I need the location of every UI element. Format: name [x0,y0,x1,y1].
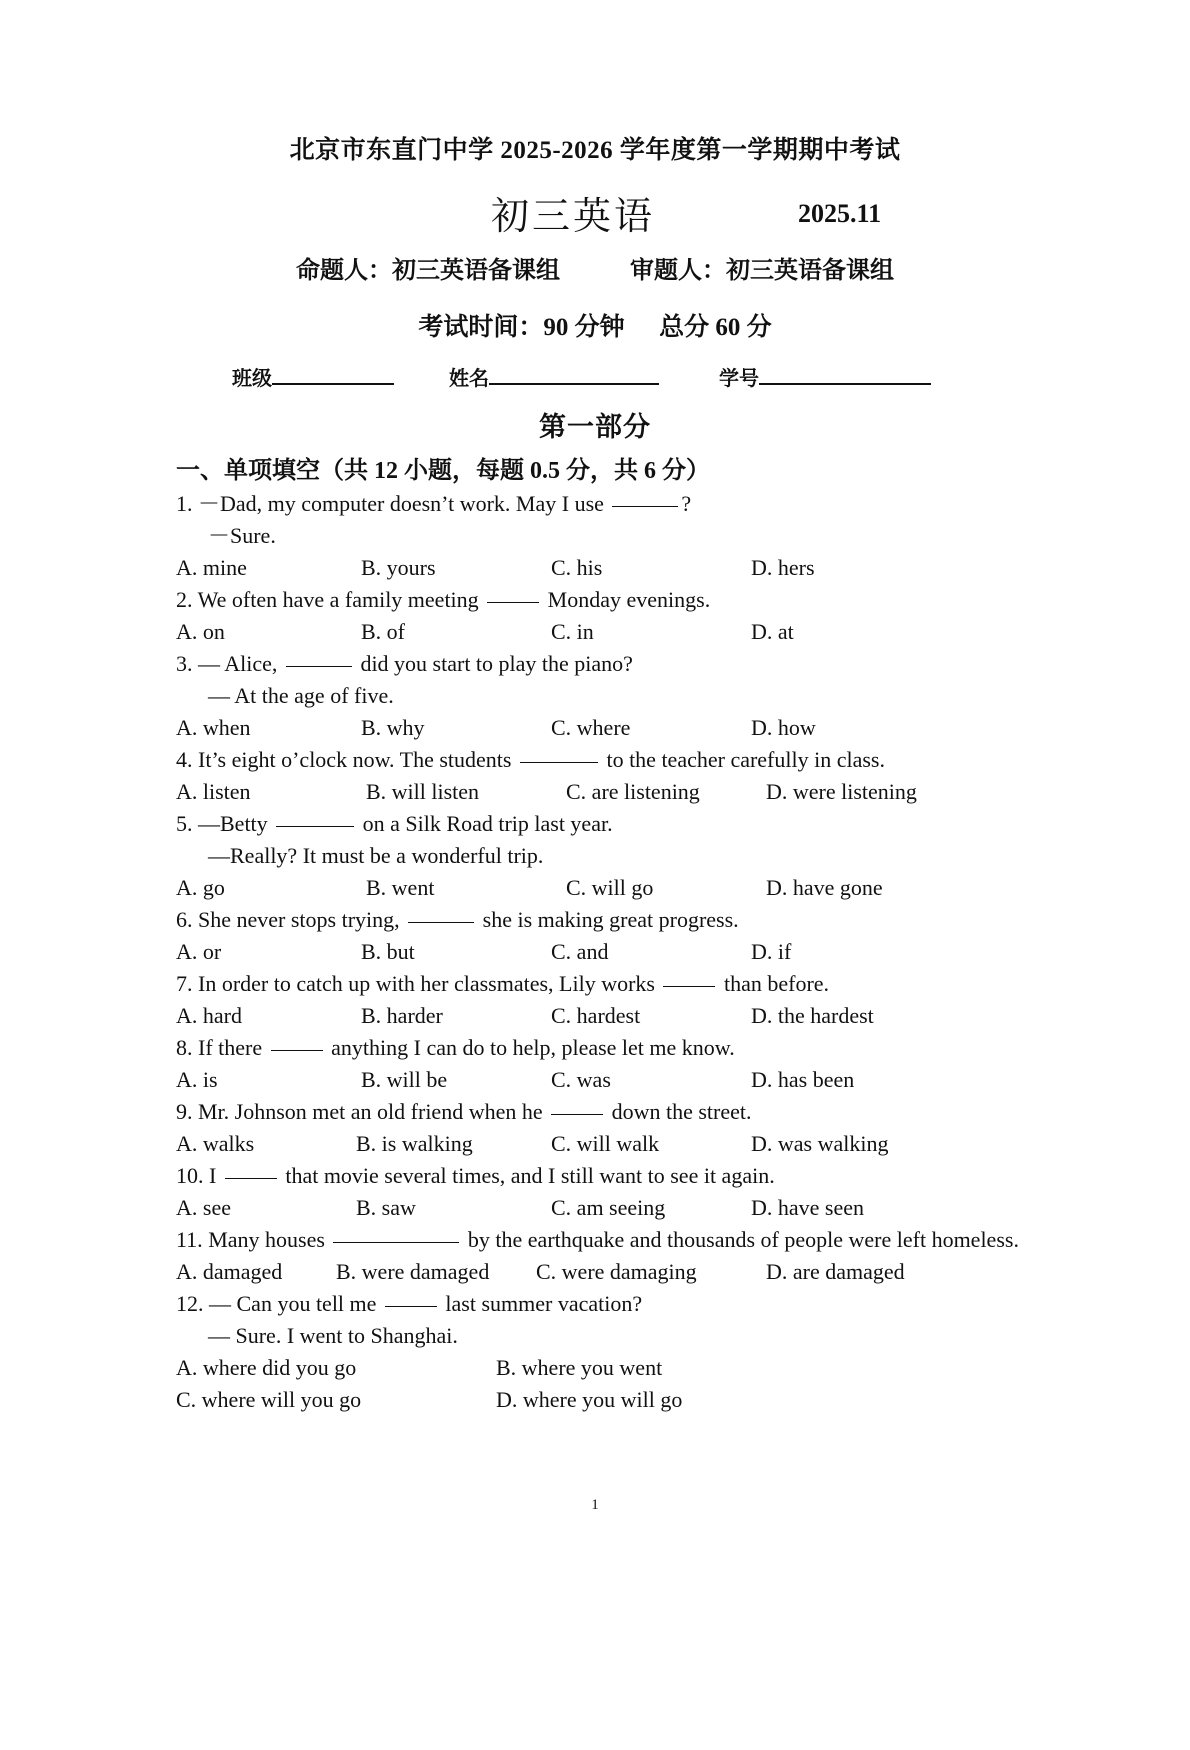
question-number: 12. [176,1291,204,1316]
question-text: －Sure. [208,523,276,548]
question-number: 1. [176,491,193,516]
option-choice[interactable]: A. go [176,875,225,900]
question-options [176,1192,1036,1224]
question-options [176,712,1036,744]
student-info-row [232,362,957,391]
subject-row [0,185,1190,238]
option-choice[interactable]: A. when [176,715,251,740]
answer-blank[interactable] [333,1242,459,1243]
option-choice[interactable]: D. the hardest [751,1003,874,1028]
question-options [176,552,1036,584]
question-options [176,616,1036,648]
option-choice[interactable]: D. have seen [751,1195,865,1220]
student-id-label: 学号 [719,368,759,390]
answer-blank[interactable] [385,1306,437,1307]
authors-row [0,250,1190,285]
option-choice[interactable]: A. walks [176,1131,255,1156]
option-choice[interactable]: B. were damaged [336,1259,490,1284]
question-options [176,872,1036,904]
option-choice[interactable]: D. were listening [766,779,917,804]
option-choice[interactable]: C. hardest [551,1003,641,1028]
part-heading: 第一部分 [539,412,651,442]
option-choice[interactable]: C. are listening [566,779,700,804]
option-choice[interactable]: A. listen [176,779,251,804]
question-stem-continuation [176,520,1036,552]
option-choice[interactable]: A. hard [176,1003,242,1028]
page-number: 1 [591,1497,599,1513]
option-choice[interactable]: B. went [366,875,435,900]
option-choice[interactable]: C. in [551,619,594,644]
option-choice[interactable]: D. where you will go [496,1387,683,1412]
option-choice[interactable]: A. or [176,939,222,964]
question-stem [176,744,1036,776]
class-label: 班级 [232,368,272,390]
question-options [176,936,1036,968]
duration-row [0,307,1190,343]
option-choice[interactable]: C. were damaging [536,1259,697,1284]
option-choice[interactable]: D. has been [751,1067,855,1092]
question-stem-continuation [176,840,1036,872]
reviewer-label: 审题人：初三英语备课组 [630,258,894,284]
question-text: Many houses by the earthquake and thousands of people were left homeless. [208,1227,1019,1252]
student-id-field[interactable] [719,362,931,391]
school-exam-title: 北京市东直门中学 2025-2026 学年度第一学期期中考试 [289,137,901,164]
question-stem [176,1096,1036,1128]
question-options [176,1000,1036,1032]
option-choice[interactable]: B. will listen [366,779,480,804]
question-stem [176,488,1036,520]
question-block [176,968,1036,1032]
question-block [176,648,1036,744]
question-options [176,1256,1036,1288]
question-block [176,1288,1036,1416]
option-choice[interactable]: C. where will you go [176,1387,362,1412]
option-choice[interactable]: D. hers [751,555,815,580]
option-choice[interactable]: C. and [551,939,609,964]
answer-blank[interactable] [487,602,539,603]
answer-blank[interactable] [276,826,354,827]
option-choice[interactable]: B. saw [356,1195,416,1220]
question-stem [176,1160,1036,1192]
question-text: —Betty on a Silk Road trip last year. [198,811,613,836]
subject-title: 初三英语 [490,196,655,238]
question-text: — At the age of five. [208,683,394,708]
question-stem [176,1288,1036,1320]
question-stem-continuation [176,680,1036,712]
option-choice[interactable]: B. but [361,939,415,964]
question-text: She never stops trying, she is making great progress. [198,907,739,932]
question-text: It’s eight o’clock now. The students to the teacher carefully in class. [198,747,885,772]
option-choice[interactable]: B. is walking [356,1131,473,1156]
question-text: In order to catch up with her classmates, Lily works than before. [198,971,830,996]
exam-date: 2025.11 [798,199,882,228]
question-block [176,808,1036,904]
question-text: — Can you tell me last summer vacation? [209,1291,643,1316]
answer-blank[interactable] [286,666,352,667]
question-block [176,1096,1036,1160]
question-stem [176,584,1036,616]
question-number: 9. [176,1099,193,1124]
option-choice[interactable]: B. why [361,715,425,740]
answer-blank[interactable] [551,1114,603,1115]
option-choice[interactable]: C. am seeing [551,1195,666,1220]
option-choice[interactable]: A. mine [176,555,247,580]
answer-blank[interactable] [612,506,678,507]
question-number: 10. [176,1163,204,1188]
question-number: 2. [176,587,193,612]
option-choice[interactable]: B. of [361,619,405,644]
question-block [176,1224,1036,1288]
option-choice[interactable]: A. damaged [176,1259,283,1284]
question-number: 3. [176,651,193,676]
question-stem [176,968,1036,1000]
option-choice[interactable]: C. will walk [551,1131,660,1156]
exam-duration: 考试时间：90 分钟 [418,314,625,341]
option-choice[interactable]: A. on [176,619,225,644]
total-score: 总分 60 分 [659,314,772,341]
question-stem [176,648,1036,680]
question-block [176,904,1036,968]
option-choice[interactable]: C. his [551,555,603,580]
question-stem [176,1032,1036,1064]
option-choice[interactable]: A. see [176,1195,231,1220]
class-field[interactable] [232,362,394,391]
question-text: — Sure. I went to Shanghai. [208,1323,458,1348]
question-text: — Alice, did you start to play the piano? [198,651,633,676]
question-stem [176,808,1036,840]
name-field[interactable] [449,362,659,391]
answer-blank[interactable] [271,1050,323,1051]
answer-blank[interactable] [225,1178,277,1179]
option-choice[interactable]: A. where did you go [176,1355,357,1380]
question-block [176,1160,1036,1224]
name-input-line[interactable] [489,363,659,385]
option-choice[interactable]: B. yours [361,555,436,580]
question-text: We often have a family meeting Monday evenings. [197,587,711,612]
option-choice[interactable]: D. how [751,715,816,740]
option-choice[interactable]: B. will be [361,1067,448,1092]
question-stem-continuation [176,1320,1036,1352]
student-id-input-line[interactable] [759,363,931,385]
option-choice[interactable]: D. was walking [751,1131,889,1156]
question-block [176,488,1036,584]
option-choice[interactable]: C. was [551,1067,611,1092]
answer-blank[interactable] [520,762,598,763]
class-input-line[interactable] [272,363,394,385]
question-number: 6. [176,907,193,932]
question-block [176,744,1036,808]
section-heading: 一、单项填空（共 12 小题，每题 0.5 分，共 6 分） [176,458,710,484]
question-stem [176,904,1036,936]
question-block [176,1032,1036,1096]
question-number: 11. [176,1227,203,1252]
question-options [176,1128,1036,1160]
question-list [176,488,1036,1416]
question-number: 5. [176,811,193,836]
option-choice[interactable]: B. where you went [496,1355,663,1380]
option-choice[interactable]: D. at [751,619,794,644]
question-options [176,1352,1036,1384]
option-choice[interactable]: C. where [551,715,631,740]
answer-blank[interactable] [408,922,474,923]
question-number: 4. [176,747,193,772]
question-text: －Dad, my computer doesn’t work. May I use ? [198,491,692,516]
question-text: If there anything I can do to help, please let me know. [198,1035,735,1060]
option-choice[interactable]: B. harder [361,1003,443,1028]
author-label: 命题人：初三英语备课组 [296,258,560,284]
answer-blank[interactable] [663,986,715,987]
question-options [176,1064,1036,1096]
option-choice[interactable]: D. are damaged [766,1259,905,1284]
question-text: Mr. Johnson met an old friend when he down the street. [198,1099,752,1124]
question-number: 8. [176,1035,193,1060]
question-number: 7. [176,971,193,996]
option-choice[interactable]: A. is [176,1067,218,1092]
option-choice[interactable]: D. if [751,939,792,964]
question-text: —Really? It must be a wonderful trip. [208,843,544,868]
name-label: 姓名 [449,368,489,390]
question-stem [176,1224,1036,1256]
question-block [176,584,1036,648]
question-options [176,1384,1036,1416]
option-choice[interactable]: C. will go [566,875,654,900]
option-choice[interactable]: D. have gone [766,875,883,900]
question-options [176,776,1036,808]
question-text: I that movie several times, and I still want to see it again. [209,1163,775,1188]
